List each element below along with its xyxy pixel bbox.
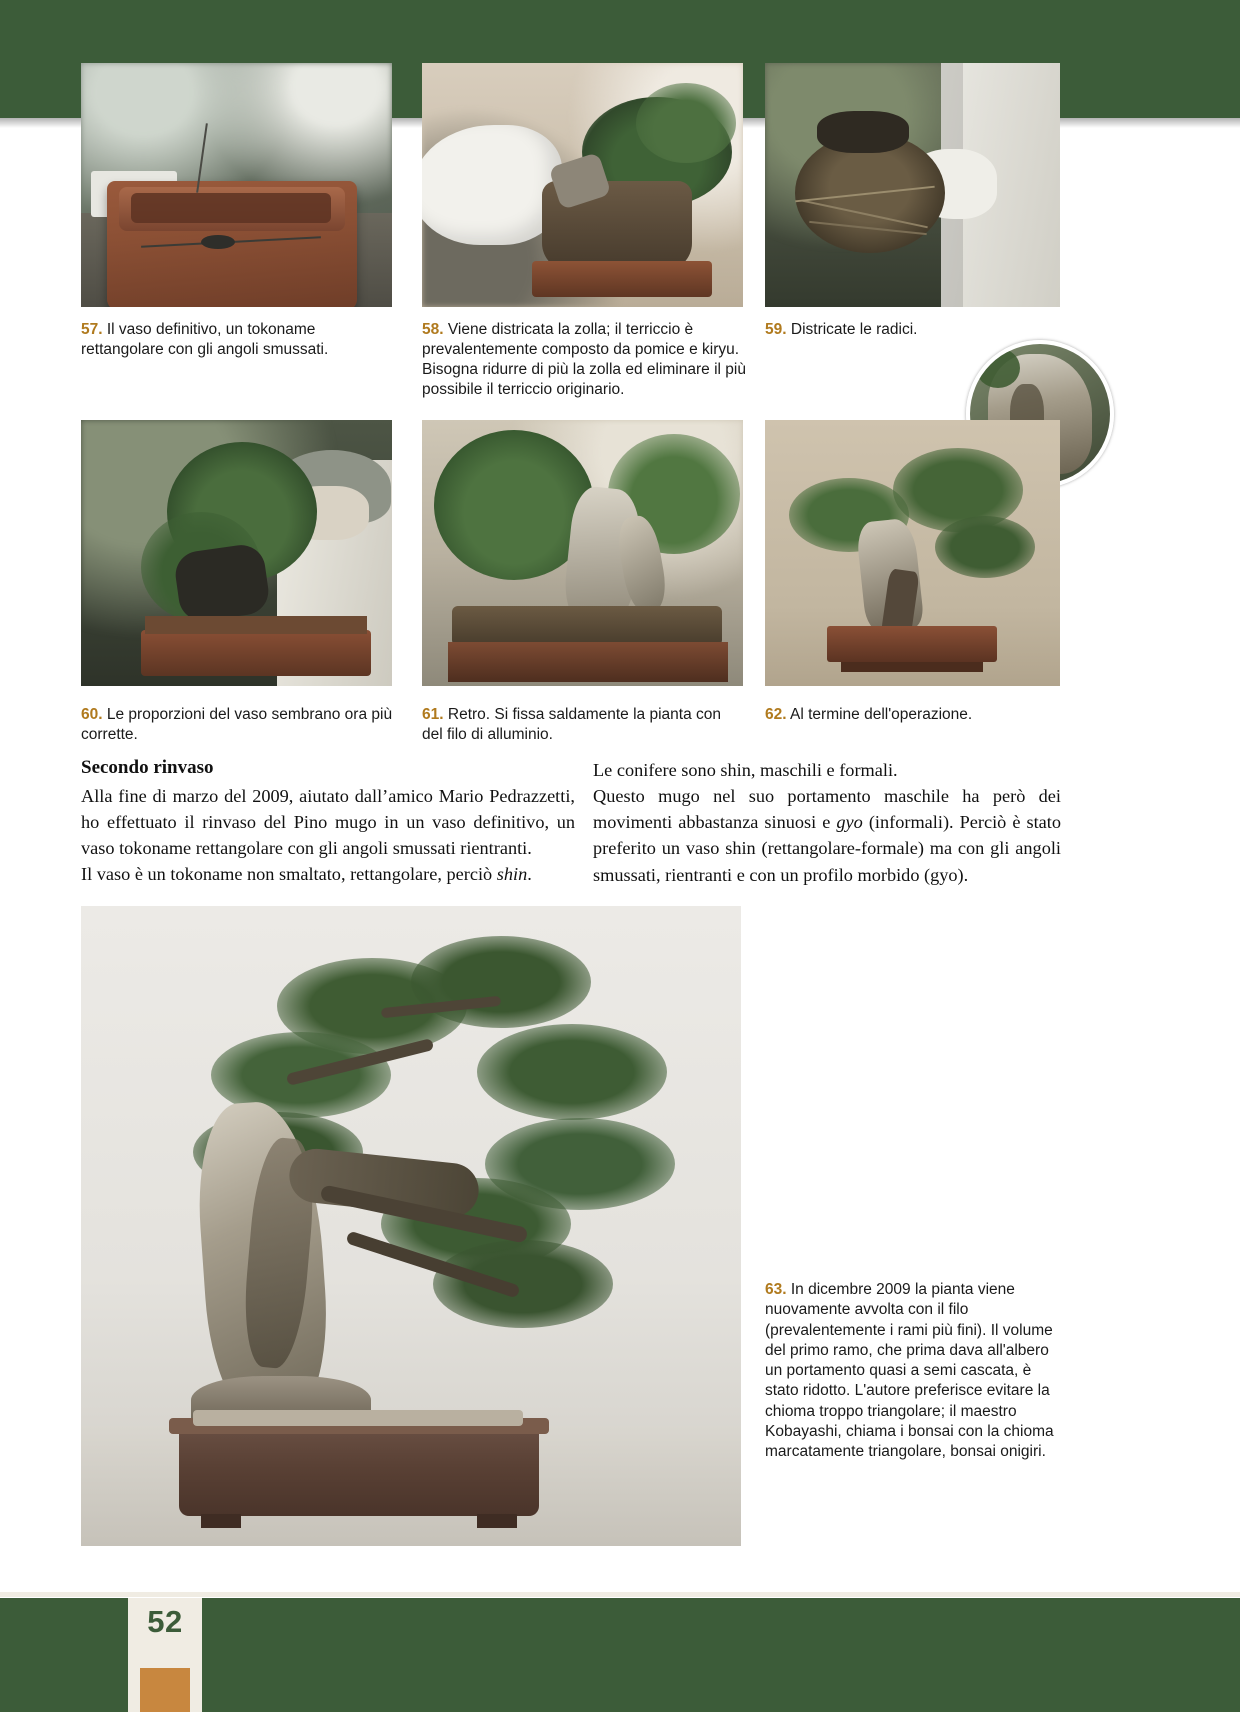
figure-number-59: 59. bbox=[765, 321, 787, 338]
figure-image-59 bbox=[765, 63, 1060, 307]
figure-caption-60 bbox=[81, 705, 401, 745]
figure-number-63: 63. bbox=[765, 1281, 787, 1298]
right-paragraph-1: Le conifere sono shin, maschili e formali. bbox=[593, 760, 898, 780]
left-paragraph-2b: . bbox=[527, 864, 532, 885]
figure-caption-text-57: Il vaso definitivo, un tokoname rettangolare con gli angoli smussati. bbox=[81, 321, 329, 359]
left-term-shin: shin bbox=[496, 864, 528, 885]
figure-image-58 bbox=[422, 63, 743, 307]
figure-caption-57 bbox=[81, 320, 396, 360]
page-tab-marker bbox=[140, 1668, 190, 1712]
article-left-column bbox=[81, 783, 575, 888]
figure-caption-62 bbox=[765, 705, 1045, 725]
figure-number-61: 61. bbox=[422, 706, 444, 723]
figure-caption-61 bbox=[422, 705, 742, 745]
figure-caption-text-61: Retro. Si fissa saldamente la pianta con del filo di alluminio. bbox=[422, 706, 721, 744]
figure-image-57 bbox=[81, 63, 392, 307]
figure-caption-text-59: Districate le radici. bbox=[790, 321, 918, 338]
figure-caption-text-58: Viene districata la zolla; il terriccio è prevalentemente composto da pomice e kiryu. Bisogna ridurre di più la zolla ed eliminare il più possibile il terriccio originario. bbox=[422, 321, 746, 399]
figure-image-60 bbox=[81, 420, 392, 686]
section-heading: Secondo rinvaso bbox=[81, 757, 214, 778]
figure-caption-text-62: Al termine dell'operazione. bbox=[790, 706, 973, 723]
figure-image-63 bbox=[81, 906, 741, 1546]
figure-caption-text-63: In dicembre 2009 la pianta viene nuovamente avvolta con il filo (prevalentemente i rami più fini). Il volume del primo ramo, che prima dava all'albero un portamento quasi a semi cascata, è stato ridotto. L'autore preferisce evitare la chioma troppo triangolare; il maestro Kobayashi, chiama i bonsai con la chioma marcatamente triangolare, bonsai onigiri. bbox=[765, 1281, 1054, 1461]
figure-caption-59 bbox=[765, 320, 1045, 340]
left-paragraph-1: Alla fine di marzo del 2009, aiutato dall’amico Mario Pedrazzetti, ho effettuato il rinvaso del Pino mugo in un vaso definitivo, un vaso tokoname rettangolare con gli angoli smussati rientranti. bbox=[81, 786, 575, 859]
right-term-gyo: gyo bbox=[836, 812, 863, 833]
figure-number-57: 57. bbox=[81, 321, 103, 338]
right-paragraph-2b: (informali). Perciò è stato preferito un vaso shin (rettangolare-formale) ma con gli angoli smussati, rientranti e con un profilo morbido (gyo). bbox=[593, 812, 1062, 885]
figure-caption-58 bbox=[422, 320, 750, 401]
figure-number-60: 60. bbox=[81, 706, 103, 723]
figure-number-62: 62. bbox=[765, 706, 787, 723]
footer-rule bbox=[0, 1592, 1240, 1597]
page-number: 52 bbox=[147, 1604, 183, 1639]
figure-caption-63 bbox=[765, 1280, 1065, 1463]
right-paragraph-2a: Questo mugo nel suo portamento maschile ha però dei movimenti abbastanza sinuosi e bbox=[593, 786, 1061, 833]
figure-image-61 bbox=[422, 420, 743, 686]
figure-number-58: 58. bbox=[422, 321, 444, 338]
article-right-column bbox=[593, 757, 1061, 888]
figure-image-62 bbox=[765, 420, 1060, 686]
figure-caption-text-60: Le proporzioni del vaso sembrano ora più corrette. bbox=[81, 706, 393, 744]
left-paragraph-2a: Il vaso è un tokoname non smaltato, rettangolare, perciò bbox=[81, 864, 497, 885]
